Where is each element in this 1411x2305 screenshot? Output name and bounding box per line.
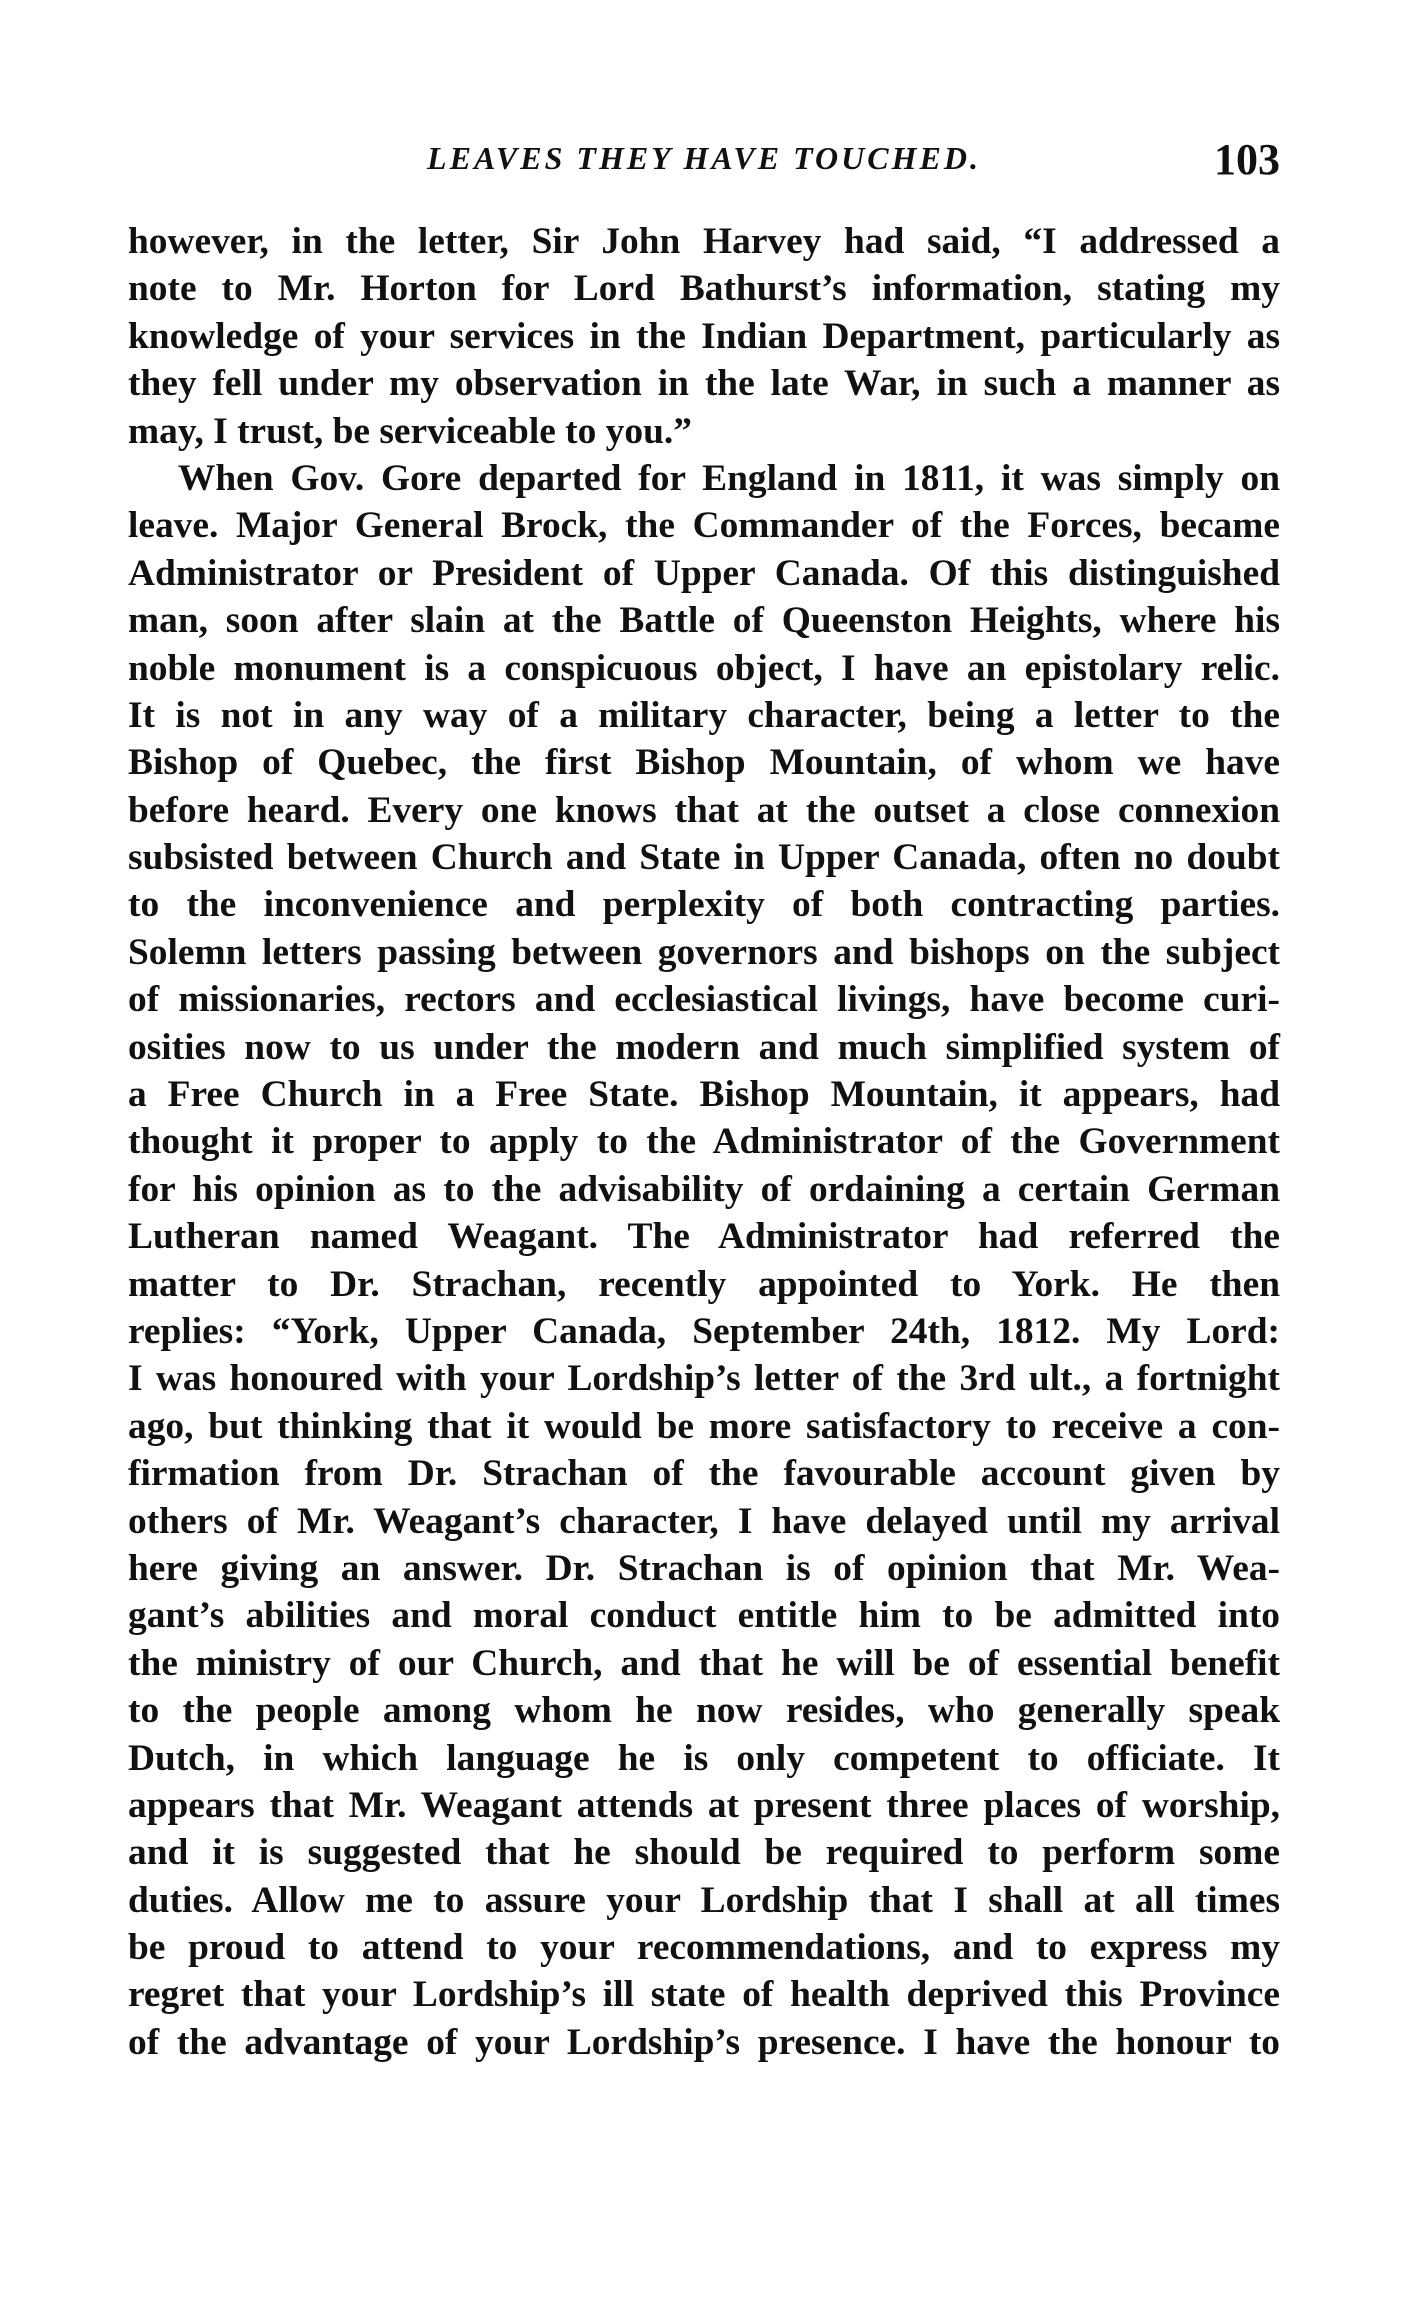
text-line: gant’s abilities and moral conduct entitle him to be admitted into [128,1595,1280,1637]
text-line: and it is suggested that he should be required to perform some [128,1832,1280,1874]
text-line: others of Mr. Weagant’s character, I have delayed until my arrival [128,1500,1280,1542]
text-line: Administrator or President of Upper Canada. Of this distinguished [128,552,1280,594]
text-line: be proud to attend to your recommendations, and to express my [128,1927,1280,1969]
text-line: subsisted between Church and State in Upper Canada, often no doubt [128,837,1280,879]
body-text [128,218,1280,2066]
text-line: to the people among whom he now resides, who generally speak [128,1690,1280,1732]
text-line: they fell under my observation in the late War, in such a manner as [128,363,1280,405]
page-number: 103 [1214,135,1280,184]
text-line: replies: “York, Upper Canada, September 24th, 1812. My Lord: [128,1310,1280,1352]
text-line: knowledge of your services in the Indian Department, particularly as [128,315,1280,357]
text-line: may, I trust, be serviceable to you.” [128,410,692,452]
text-line: for his opinion as to the advisability of ordaining a certain German [128,1168,1280,1210]
text-line: Bishop of Quebec, the first Bishop Mountain, of whom we have [128,742,1280,784]
text-line: Lutheran named Weagant. The Administrator had referred the [128,1216,1280,1258]
text-line: firmation from Dr. Strachan of the favourable account given by [128,1453,1280,1495]
text-line: note to Mr. Horton for Lord Bathurst’s information, stating my [128,268,1280,310]
running-head [128,135,1280,198]
running-title: LEAVES THEY HAVE TOUCHED. [427,140,981,176]
text-line: It is not in any way of a military character, being a letter to the [128,694,1280,736]
text-line: before heard. Every one knows that at the outset a close connexion [128,789,1280,831]
text-line: man, soon after slain at the Battle of Queenston Heights, where his [128,600,1280,642]
text-line: When Gov. Gore departed for England in 1811, it was simply on [178,457,1280,499]
text-line: Solemn letters passing between governors and bishops on the subject [128,931,1280,973]
text-line: appears that Mr. Weagant attends at present three places of worship, [128,1784,1280,1826]
text-line: I was honoured with your Lordship’s letter of the 3rd ult., a fortnight [128,1358,1280,1400]
text-line: leave. Major General Brock, the Commander of the Forces, became [128,505,1280,547]
text-line: matter to Dr. Strachan, recently appointed to York. He then [128,1263,1280,1305]
text-line: of missionaries, rectors and ecclesiastical livings, have become curi- [128,979,1280,1021]
text-line: of the advantage of your Lordship’s presence. I have the honour to [128,2021,1280,2063]
text-line: however, in the letter, Sir John Harvey had said, “I addressed a [128,221,1280,262]
text-line: to the inconvenience and perplexity of both contracting parties. [128,884,1280,926]
text-line: osities now to us under the modern and much simplified system of [128,1026,1280,1068]
text-line: thought it proper to apply to the Administrator of the Government [128,1121,1280,1163]
text-line: Dutch, in which language he is only competent to officiate. It [128,1737,1280,1779]
text-line: a Free Church in a Free State. Bishop Mountain, it appears, had [128,1074,1280,1116]
text-line: the ministry of our Church, and that he will be of essential benefit [128,1642,1280,1684]
text-line: noble monument is a conspicuous object, I have an epistolary relic. [128,647,1280,689]
text-line: regret that your Lordship’s ill state of health deprived this Province [128,1974,1280,2016]
text-line: ago, but thinking that it would be more satisfactory to receive a con- [128,1405,1280,1447]
text-line: duties. Allow me to assure your Lordship that I shall at all times [128,1879,1280,1921]
text-line: here giving an answer. Dr. Strachan is of opinion that Mr. Wea- [128,1547,1280,1589]
